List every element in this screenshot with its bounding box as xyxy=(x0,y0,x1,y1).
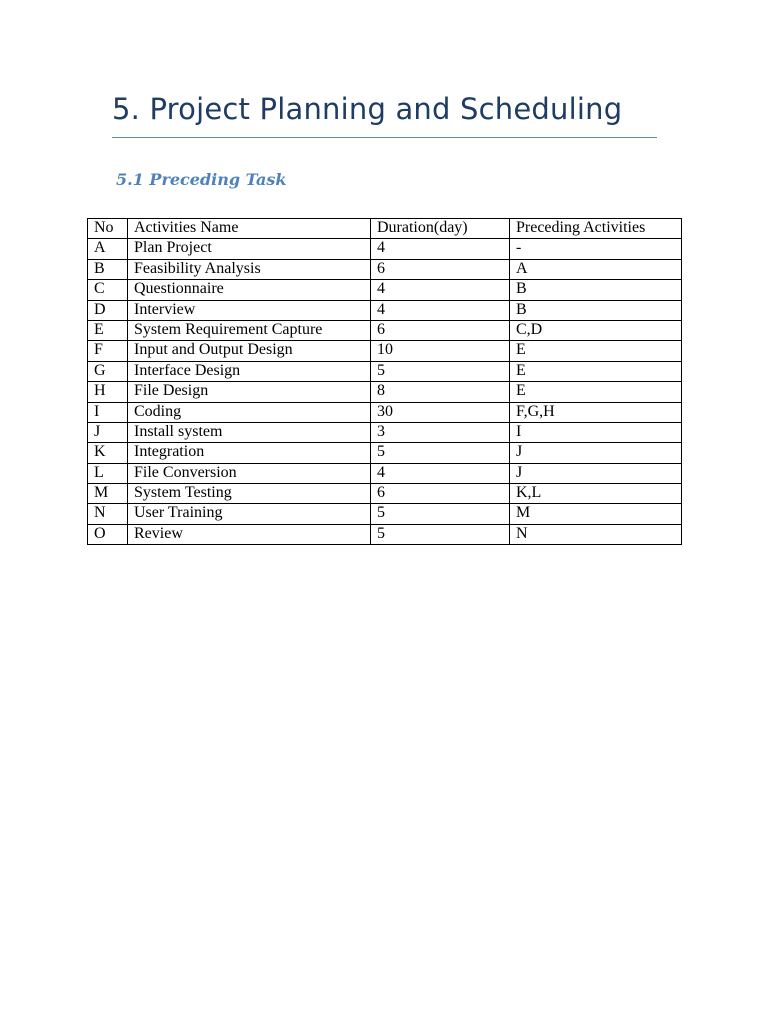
cell-preceding: F,G,H xyxy=(510,402,682,422)
cell-duration: 4 xyxy=(371,463,510,483)
table-row xyxy=(88,463,682,483)
cell-preceding: K,L xyxy=(510,484,682,504)
table-row xyxy=(88,504,682,524)
cell-preceding: C,D xyxy=(510,320,682,340)
table-row xyxy=(88,280,682,300)
cell-activity-name: Feasibility Analysis xyxy=(128,259,371,279)
cell-no: J xyxy=(88,422,128,442)
header-no: No xyxy=(88,219,128,239)
cell-duration: 5 xyxy=(371,524,510,544)
cell-preceding: N xyxy=(510,524,682,544)
cell-no: G xyxy=(88,361,128,381)
cell-preceding: M xyxy=(510,504,682,524)
cell-no: C xyxy=(88,280,128,300)
cell-duration: 4 xyxy=(371,239,510,259)
cell-preceding: - xyxy=(510,239,682,259)
cell-preceding: I xyxy=(510,422,682,442)
section-heading: 5.1 Preceding Task xyxy=(116,170,287,189)
cell-activity-name: System Requirement Capture xyxy=(128,320,371,340)
cell-no: L xyxy=(88,463,128,483)
cell-preceding: B xyxy=(510,280,682,300)
cell-duration: 30 xyxy=(371,402,510,422)
header-activities-name: Activities Name xyxy=(128,219,371,239)
cell-activity-name: Install system xyxy=(128,422,371,442)
cell-activity-name: User Training xyxy=(128,504,371,524)
cell-duration: 6 xyxy=(371,320,510,340)
cell-preceding: E xyxy=(510,361,682,381)
cell-preceding: E xyxy=(510,341,682,361)
cell-activity-name: Questionnaire xyxy=(128,280,371,300)
cell-no: K xyxy=(88,443,128,463)
cell-preceding: J xyxy=(510,463,682,483)
cell-no: D xyxy=(88,300,128,320)
cell-no: F xyxy=(88,341,128,361)
header-preceding-activities: Preceding Activities xyxy=(510,219,682,239)
title-underline xyxy=(112,137,657,138)
cell-duration: 6 xyxy=(371,484,510,504)
header-duration: Duration(day) xyxy=(371,219,510,239)
cell-duration: 4 xyxy=(371,280,510,300)
cell-preceding: J xyxy=(510,443,682,463)
cell-activity-name: Integration xyxy=(128,443,371,463)
cell-preceding: B xyxy=(510,300,682,320)
cell-duration: 6 xyxy=(371,259,510,279)
table-row xyxy=(88,484,682,504)
cell-preceding: A xyxy=(510,259,682,279)
table-row xyxy=(88,422,682,442)
cell-activity-name: File Conversion xyxy=(128,463,371,483)
cell-no: H xyxy=(88,382,128,402)
cell-no: B xyxy=(88,259,128,279)
table-row xyxy=(88,402,682,422)
page-title: 5. Project Planning and Scheduling xyxy=(112,92,623,126)
cell-no: I xyxy=(88,402,128,422)
cell-activity-name: Plan Project xyxy=(128,239,371,259)
cell-activity-name: Input and Output Design xyxy=(128,341,371,361)
cell-no: O xyxy=(88,524,128,544)
cell-no: M xyxy=(88,484,128,504)
cell-activity-name: File Design xyxy=(128,382,371,402)
cell-duration: 5 xyxy=(371,504,510,524)
preceding-task-table xyxy=(87,218,682,545)
cell-preceding: E xyxy=(510,382,682,402)
table-row xyxy=(88,524,682,544)
cell-activity-name: Interface Design xyxy=(128,361,371,381)
cell-no: N xyxy=(88,504,128,524)
table-row xyxy=(88,239,682,259)
cell-activity-name: System Testing xyxy=(128,484,371,504)
table-row xyxy=(88,382,682,402)
table-header-row xyxy=(88,219,682,239)
table-row xyxy=(88,341,682,361)
cell-activity-name: Interview xyxy=(128,300,371,320)
cell-duration: 3 xyxy=(371,422,510,442)
cell-duration: 4 xyxy=(371,300,510,320)
cell-duration: 5 xyxy=(371,361,510,381)
cell-no: A xyxy=(88,239,128,259)
table-row xyxy=(88,300,682,320)
table-row xyxy=(88,443,682,463)
cell-activity-name: Coding xyxy=(128,402,371,422)
table-row xyxy=(88,361,682,381)
cell-duration: 5 xyxy=(371,443,510,463)
cell-activity-name: Review xyxy=(128,524,371,544)
table-row xyxy=(88,259,682,279)
cell-duration: 10 xyxy=(371,341,510,361)
cell-duration: 8 xyxy=(371,382,510,402)
table-row xyxy=(88,320,682,340)
cell-no: E xyxy=(88,320,128,340)
